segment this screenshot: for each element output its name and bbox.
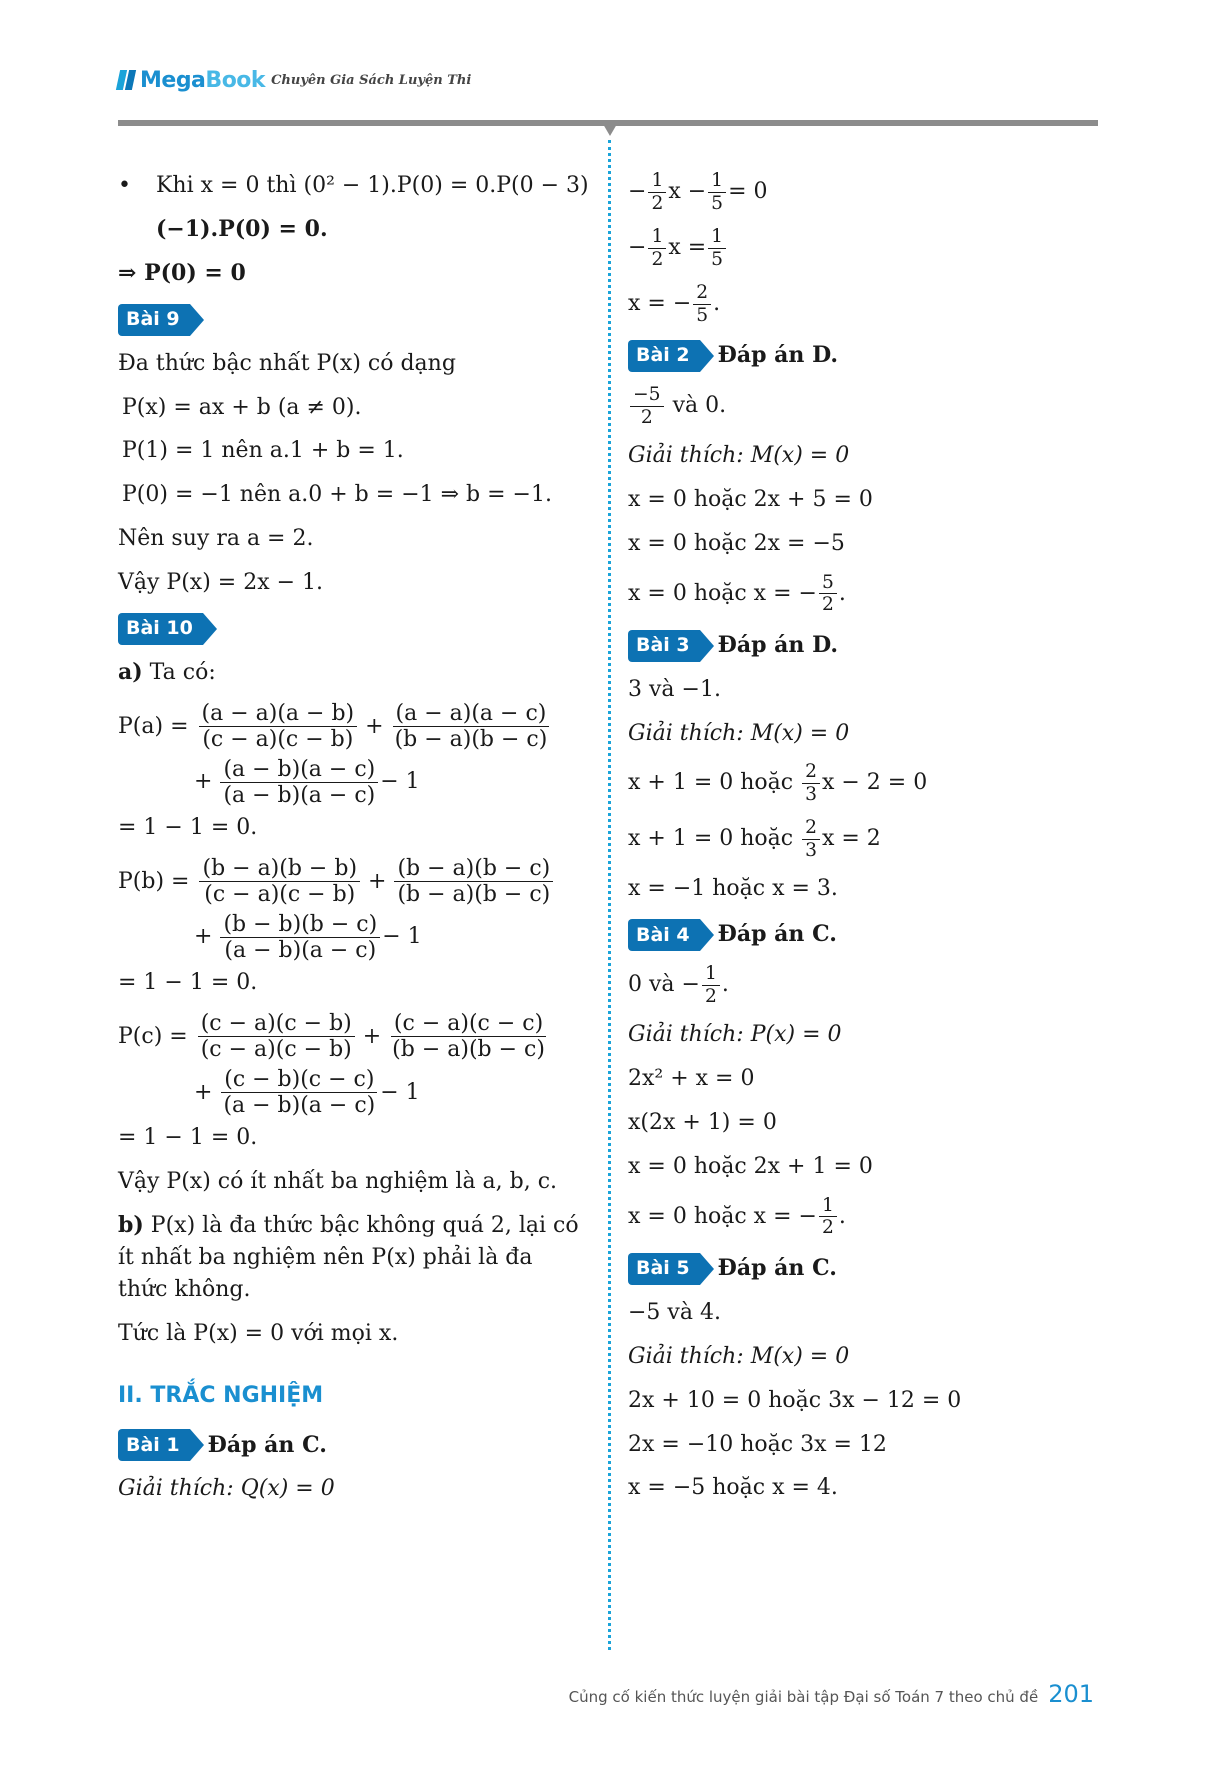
page-number: 201 (1048, 1680, 1094, 1708)
equation-line: x + 1 = 0 hoặc $\frac{2}{3}$ x − 2 = 0 (628, 761, 928, 805)
megabook-logo-icon (118, 70, 136, 90)
fraction: $\frac{1}{2}$ (819, 1195, 837, 1239)
exercise-heading (628, 340, 1098, 372)
right-column (628, 170, 1098, 1516)
fraction: $\frac{1}{2}$ (648, 170, 666, 214)
text-line: a) Ta có: (118, 659, 216, 686)
equation-line: − $\frac{1}{2}$ x − $\frac{1}{5}$ = 0 (628, 170, 768, 214)
fraction: $\frac{2}{5}$ (693, 282, 711, 326)
equation-pc-cont: + $\frac{(c - b)(c - c)}{(a - b)(a - c)}$ − 1 (194, 1066, 420, 1118)
text-line: • Khi x = 0 thì (0² − 1).P(0) = 0.P(0 − 3) (118, 170, 580, 202)
exercise-tag: Bài 1 (118, 1429, 190, 1461)
text-line: Đa thức bậc nhất P(x) có dạng (118, 350, 456, 376)
answer-label: Đáp án C. (717, 921, 837, 948)
text-line: 2x² + x = 0 (628, 1066, 755, 1092)
equation-line: $\frac{-5}{2}$ và 0. (628, 384, 1098, 428)
exercise-tag: Bài 3 (628, 630, 700, 662)
fraction: $\frac{1}{2}$ (702, 963, 720, 1007)
exercise-heading (118, 613, 580, 645)
fraction: $\frac{(a - a)(a - b)}{(c - a)(c - b)}$ (199, 701, 358, 753)
fraction: $\frac{1}{5}$ (708, 226, 726, 270)
left-column (118, 170, 589, 1517)
text-line: 2x + 10 = 0 hoặc 3x − 12 = 0 (628, 1387, 962, 1413)
header-rule-notch (603, 124, 617, 136)
equation-line: x = 0 hoặc x = − $\frac{5}{2}$ . (628, 571, 846, 616)
text-line: = 1 − 1 = 0. (118, 1125, 258, 1151)
section-title: II. TRẮC NGHIỆM (118, 1382, 324, 1408)
text-line: x = −5 hoặc x = 4. (628, 1475, 838, 1501)
footer-title: Củng cố kiến thức luyện giải bài tập Đại số Toán 7 theo chủ đề (568, 1688, 1039, 1706)
text-line: Giải thích: P(x) = 0 (628, 1022, 842, 1048)
equation-line: − $\frac{1}{2}$ x = $\frac{1}{5}$ (628, 226, 1098, 270)
brand-tagline: Chuyên Gia Sách Luyện Thi (271, 72, 472, 88)
fraction: $\frac{2}{3}$ (802, 761, 820, 805)
exercise-tag: Bài 2 (628, 340, 700, 372)
fraction: $\frac{(b - b)(b - c)}{(a - b)(a - c)}$ (220, 912, 380, 964)
fraction: $\frac{(c - a)(c - b)}{(c - a)(c - b)}$ (198, 1011, 355, 1063)
fraction: $\frac{1}{2}$ (648, 226, 666, 270)
text-line: x = 0 hoặc 2x + 1 = 0 (628, 1154, 873, 1180)
bullet-icon: • (118, 173, 131, 198)
exercise-tag: Bài 9 (118, 304, 190, 336)
text-line: Giải thích: M(x) = 0 (628, 720, 850, 746)
exercise-tag: Bài 5 (628, 1253, 700, 1285)
brand-logo: MegaBook (140, 67, 266, 93)
exercise-heading (628, 630, 1098, 662)
text-line: = 1 − 1 = 0. (118, 815, 258, 841)
text-line: P(0) = −1 nên a.0 + b = −1 ⇒ b = −1. (122, 482, 552, 508)
answer-label: Đáp án D. (717, 342, 839, 369)
exercise-heading (118, 304, 580, 336)
text-line: −5 và 4. (628, 1299, 721, 1325)
text-line: ⇒ P(0) = 0 (118, 259, 246, 286)
equation-pb: P(b) = $\frac{(b - a)(b - b)}{(c - a)(c - b)}$ + $\frac{(b - a)(b - c)}{(b - a)(b - c)}$ (118, 856, 580, 908)
exercise-heading (628, 1253, 1098, 1285)
exercise-heading (118, 1429, 580, 1461)
fraction: $\frac{2}{3}$ (802, 817, 820, 861)
text-line: Vậy P(x) có ít nhất ba nghiệm là a, b, c. (118, 1169, 558, 1195)
text-line: x = −1 hoặc x = 3. (628, 876, 838, 902)
fraction: $\frac{(a - a)(a - c)}{(b - a)(b - c)}$ (392, 701, 551, 753)
equation-pa: P(a) = $\frac{(a - a)(a - b)}{(c - a)(c - b)}$ + $\frac{(a - a)(a - c)}{(b - a)(b - c)}$ (118, 701, 580, 753)
column-divider (608, 140, 611, 1650)
answer-label: Đáp án D. (717, 631, 839, 658)
fraction: $\frac{(b - a)(b - b)}{(c - a)(c - b)}$ (199, 856, 360, 908)
page-footer (569, 1680, 1094, 1708)
text-line: = 1 − 1 = 0. (118, 970, 258, 996)
fraction: $\frac{(c - b)(c - c)}{(a - b)(a - c)}$ (220, 1067, 378, 1119)
equation-pa-cont: + $\frac{(a - b)(a - c)}{(a - b)(a - c)}$ − 1 (194, 756, 420, 808)
fraction: $\frac{5}{2}$ (819, 572, 837, 616)
fraction: $\frac{(c - a)(c - c)}{(b - a)(b - c)}$ (392, 1011, 545, 1063)
text-paragraph: b) P(x) là đa thức bậc không quá 2, lại có ít nhất ba nghiệm nên P(x) phải là đa thức không. (118, 1212, 579, 1302)
equation-line: 0 và − $\frac{1}{2}$ . (628, 963, 729, 1007)
text-line: Tức là P(x) = 0 với mọi x. (118, 1320, 399, 1346)
fraction: $\frac{(a - b)(a - c)}{(a - b)(a - c)}$ (220, 757, 378, 809)
exercise-tag: Bài 4 (628, 919, 700, 951)
text-line: x = 0 hoặc 2x = −5 (628, 530, 845, 556)
text-line: Giải thích: M(x) = 0 (628, 443, 850, 468)
equation-line: x + 1 = 0 hoặc $\frac{2}{3}$ x = 2 (628, 817, 881, 861)
equation-line: x = 0 hoặc x = − $\frac{1}{2}$ . (628, 1194, 846, 1239)
text-line: Giải thích: M(x) = 0 (628, 1343, 850, 1369)
text-line: Giải thích: Q(x) = 0 (118, 1476, 335, 1502)
fraction: $\frac{1}{5}$ (708, 170, 726, 214)
text-line: 3 và −1. (628, 676, 721, 702)
exercise-heading (628, 919, 1098, 951)
page-header (118, 62, 471, 98)
text-line: 2x = −10 hoặc 3x = 12 (628, 1431, 887, 1457)
answer-label: Đáp án C. (207, 1431, 327, 1458)
fraction: $\frac{-5}{2}$ (630, 384, 664, 428)
fraction: $\frac{(b - a)(b - c)}{(b - a)(b - c)}$ (394, 856, 553, 908)
text-line: Nên suy ra a = 2. (118, 526, 314, 552)
text-line: x = 0 hoặc 2x + 5 = 0 (628, 486, 873, 512)
text-line: Vậy P(x) = 2x − 1. (118, 570, 324, 596)
equation-pc: P(c) = $\frac{(c - a)(c - b)}{(c - a)(c - b)}$ + $\frac{(c - a)(c - c)}{(b - a)(b - c)}$ (118, 1011, 580, 1063)
equation-pb-cont: + $\frac{(b - b)(b - c)}{(a - b)(a - c)}$ − 1 (194, 911, 422, 963)
text-line: x(2x + 1) = 0 (628, 1110, 777, 1136)
text-line: P(1) = 1 nên a.1 + b = 1. (122, 438, 404, 464)
text-line: (−1).P(0) = 0. (156, 215, 328, 242)
answer-label: Đáp án C. (717, 1254, 837, 1281)
exercise-tag: Bài 10 (118, 613, 203, 645)
text-line: P(x) = ax + b (a ≠ 0). (122, 394, 362, 420)
equation-line: x = − $\frac{2}{5}$ . (628, 282, 721, 326)
